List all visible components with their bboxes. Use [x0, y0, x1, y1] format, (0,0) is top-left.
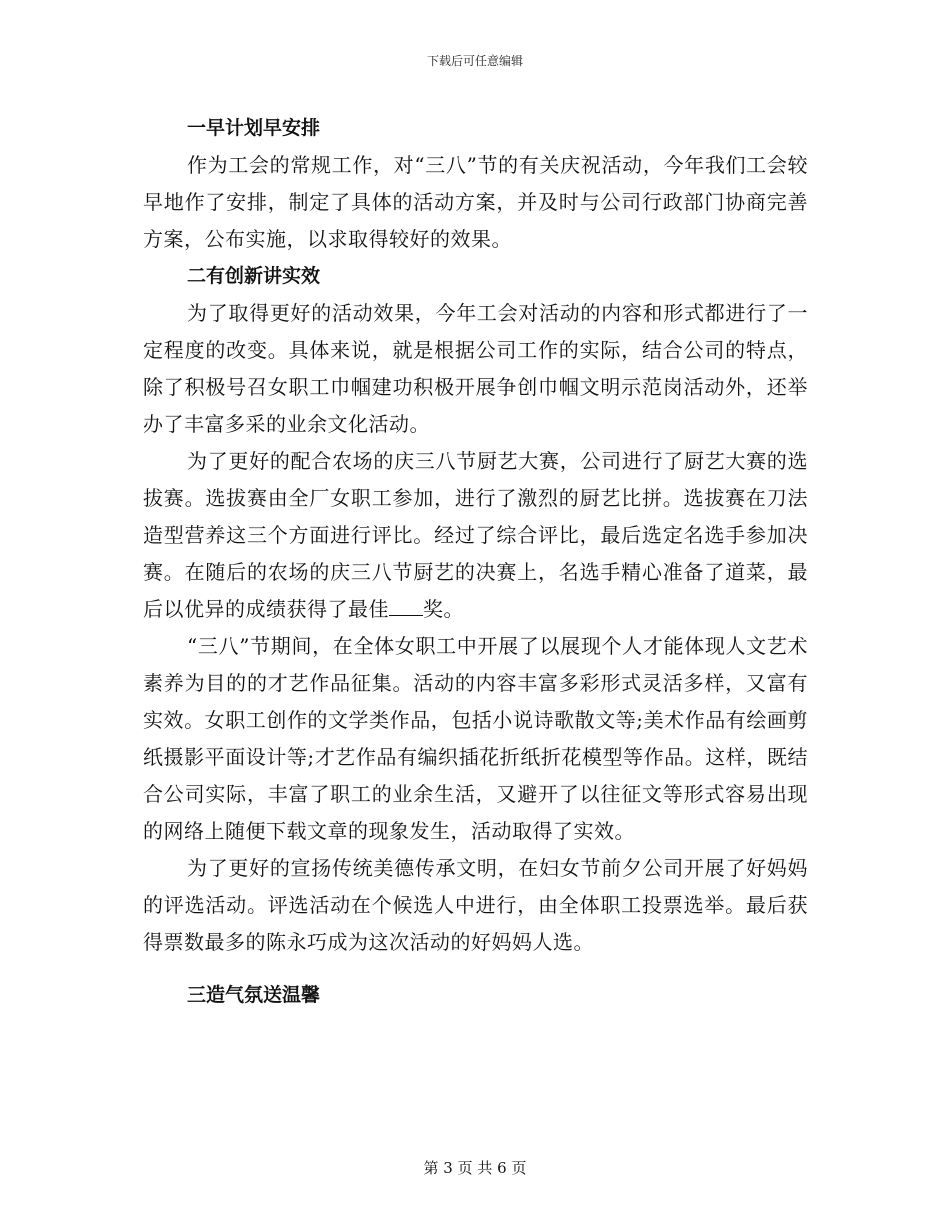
paragraph-2: 为了取得更好的活动效果，今年工会对活动的内容和形式都进行了一定程度的改变。具体来说，就是根据公司工作的实际，结合公司的特点，除了积极号召女职工巾帼建功积极开展争创巾帼文明示范岗活动外，还举办了丰富多采的业余文化活动。: [143, 301, 808, 436]
paragraph-3-text: 为了更好的配合农场的庆三八节厨艺大赛，公司进行了厨艺大赛的选拔赛。选拔赛由全厂女职工参加，进行了激烈的厨艺比拼。选拔赛在刀法造型营养这三个方面进行评比。经过了综合评比，最后选定名选手参加决赛。在随后的农场的庆三八节厨艺的决赛上，名选手精心准备了道菜，最后以优异的成绩获得了最佳: [143, 449, 808, 621]
paragraph-4: “三八”节期间，在全体女职工中开展了以展现个人才能体现人文艺术素养为目的的才艺作品征集。活动的内容丰富多彩形式灵活多样，又富有实效。女职工创作的文学类作品，包括小说诗歌散文等;美术作品有绘画剪纸摄影平面设计等;才艺作品有编织插花折纸折花模型等作品。这样，既结合公司实际，丰富了职工的业余生活，又避开了以往征文等形式容易出现的网络上随便下载文章的现象发生，活动取得了实效。: [143, 634, 808, 843]
document-body: [143, 110, 808, 1014]
page-header: 下载后可任意编辑: [426, 54, 523, 68]
section-heading-1: 一早计划早安排: [187, 117, 321, 139]
section-heading-2: 二有创新讲实效: [187, 265, 321, 287]
paragraph-3-tail: 奖。: [423, 597, 464, 621]
paragraph-1: 作为工会的常规工作，对“三八”节的有关庆祝活动，今年我们工会较早地作了安排，制定了具体的活动方案，并及时与公司行政部门协商完善方案，公布实施，以求取得较好的效果。: [143, 153, 808, 251]
paragraph-5: 为了更好的宣扬传统美德传承文明，在妇女节前夕公司开展了好妈妈的评选活动。评选活动在个候选人中进行，由全体职工投票选举。最后获得票数最多的陈永巧成为这次活动的好妈妈人选。: [143, 856, 808, 954]
paragraph-3: [143, 443, 808, 628]
section-heading-3: 三造气氛送温馨: [187, 984, 321, 1006]
page-footer: 第 3 页 共 6 页: [423, 1159, 527, 1177]
fill-in-blank: [389, 597, 423, 616]
